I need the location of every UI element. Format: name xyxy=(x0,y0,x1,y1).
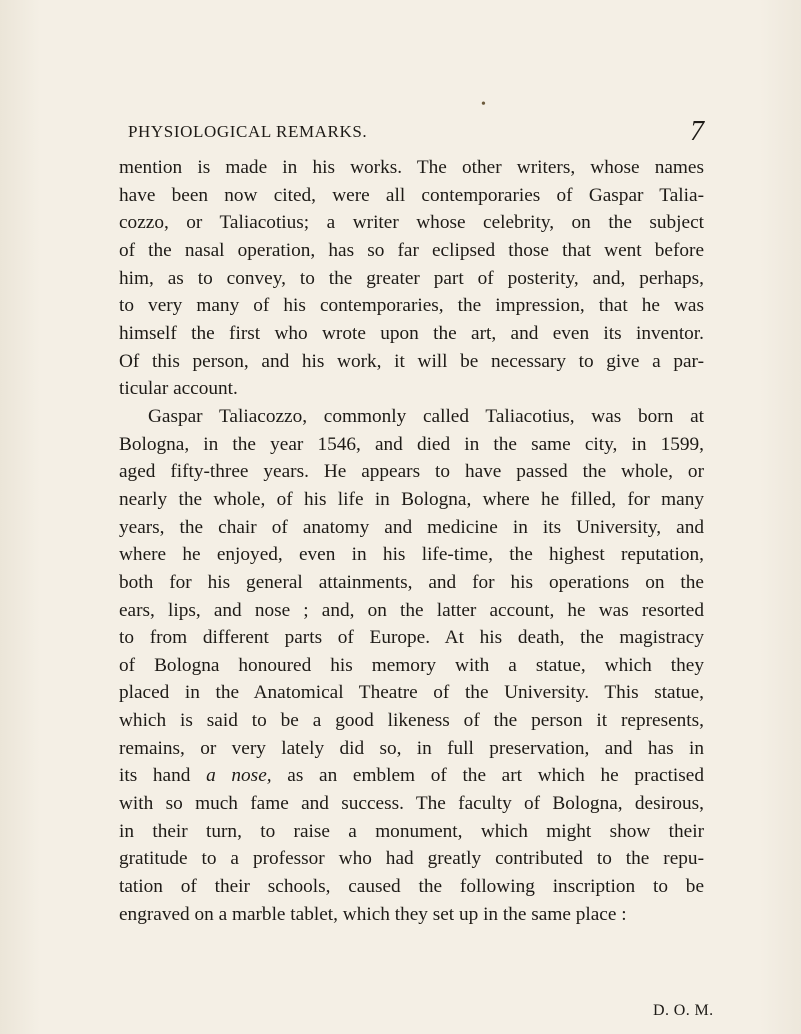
body-text xyxy=(119,154,704,928)
text-line: of Bologna honoured his memory with a statue, which they xyxy=(119,654,704,676)
text-line: him, as to convey, to the greater part of posterity, and, perhaps, xyxy=(119,267,704,289)
page-number: 7 xyxy=(690,116,704,147)
text-segment: its hand xyxy=(119,765,191,787)
text-line: aged fifty-three years. He appears to have passed the whole, or xyxy=(119,461,704,483)
text-line: tation of their schools, caused the following inscription to be xyxy=(119,876,704,898)
italic-phrase: a nose, xyxy=(206,765,272,787)
text-line: to from different parts of Europe. At his death, the magistracy xyxy=(119,627,704,649)
text-line: gratitude to a professor who had greatly contributed to the repu- xyxy=(119,848,704,870)
text-line: which is said to be a good likeness of the person it represents, xyxy=(119,710,704,732)
text-line: Bologna, in the year 1546, and died in the same city, in 1599, xyxy=(119,433,704,455)
paragraph-1 xyxy=(119,154,704,403)
text-line: Gaspar Taliacozzo, commonly called Taliacotius, was born at xyxy=(148,405,704,427)
text-line: of the nasal operation, has so far eclipsed those that went before xyxy=(119,239,704,261)
text-line: to very many of his contemporaries, the impression, that he was xyxy=(119,295,704,317)
text-line: himself the first who wrote upon the art, and even its inventor. xyxy=(119,322,704,344)
page-header xyxy=(118,116,704,152)
text-line: Of this person, and his work, it will be necessary to give a par- xyxy=(119,350,704,372)
text-line: years, the chair of anatomy and medicine in its University, and xyxy=(119,516,704,538)
catchline: D. O. M. xyxy=(653,1002,714,1019)
paragraph-2 xyxy=(119,403,704,928)
text-line: cozzo, or Taliacotius; a writer whose celebrity, on the subject xyxy=(119,212,704,234)
text-line: with so much fame and success. The faculty of Bologna, desirous, xyxy=(119,793,704,815)
text-line: both for his general attainments, and for his operations on the xyxy=(119,571,704,593)
text-line: where he enjoyed, even in his life-time, the highest reputation, xyxy=(119,544,704,566)
text-line: engraved on a marble tablet, which they set up in the same place : xyxy=(119,903,627,925)
ink-speck: • xyxy=(481,97,486,112)
text-line: have been now cited, were all contemporaries of Gaspar Talia- xyxy=(119,184,704,206)
text-line: ears, lips, and nose ; and, on the latter account, he was resorted xyxy=(119,599,704,621)
text-line: remains, or very lately did so, in full preservation, and has in xyxy=(119,737,704,759)
running-head: PHYSIOLOGICAL REMARKS. xyxy=(128,122,368,141)
text-line: ticular account. xyxy=(119,378,238,400)
text-segment: as an emblem of the art which he practised xyxy=(287,765,704,787)
text-line: nearly the whole, of his life in Bologna, where he filled, for many xyxy=(119,488,704,510)
text-line: placed in the Anatomical Theatre of the University. This statue, xyxy=(119,682,704,704)
text-line: in their turn, to raise a monument, which might show their xyxy=(119,820,704,842)
text-line: mention is made in his works. The other writers, whose names xyxy=(119,157,704,178)
text-line-with-italic xyxy=(119,762,704,790)
